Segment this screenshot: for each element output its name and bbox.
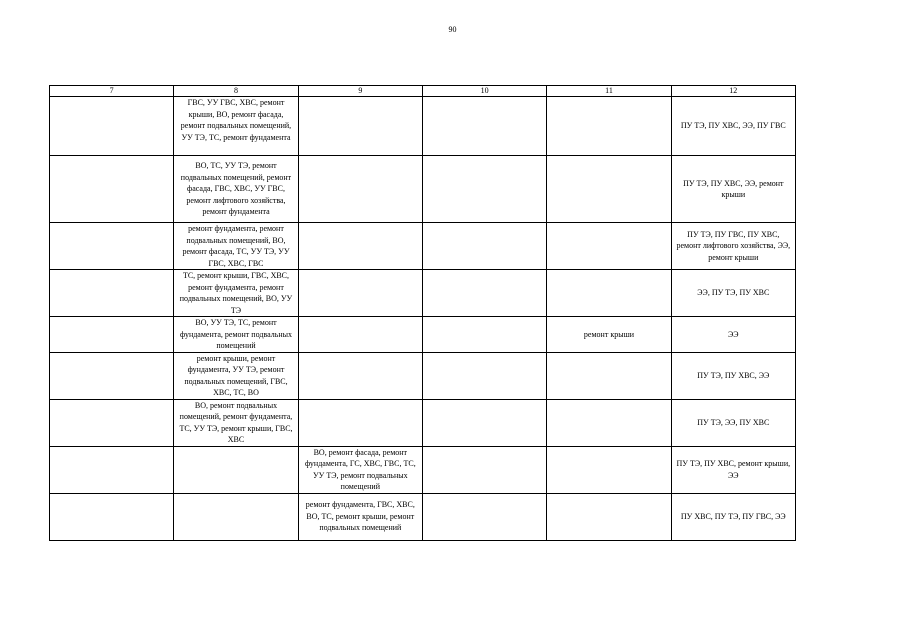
table-cell bbox=[50, 270, 174, 317]
table-cell bbox=[547, 446, 671, 493]
header-row bbox=[50, 86, 796, 97]
table-cell: ремонт фундамента, ГВС, ХВС, ВО, ТС, ремонт крыши, ремонт подвальных помещений bbox=[298, 493, 422, 540]
table-cell bbox=[298, 97, 422, 156]
table-cell: ГВС, УУ ГВС, ХВС, ремонт крыши, ВО, ремонт фасада, ремонт подвальных помещений, УУ ТЭ, ТС, ремонт фундамента bbox=[174, 97, 298, 156]
table-row bbox=[50, 270, 796, 317]
works-table bbox=[49, 85, 796, 541]
table-cell bbox=[547, 270, 671, 317]
table-cell bbox=[422, 493, 546, 540]
table-cell bbox=[422, 399, 546, 446]
table-cell bbox=[50, 446, 174, 493]
table-cell bbox=[422, 446, 546, 493]
table-cell bbox=[547, 223, 671, 270]
table-cell: ЭЭ, ПУ ТЭ, ПУ ХВС bbox=[671, 270, 795, 317]
table-cell: ПУ ТЭ, ПУ ХВС, ЭЭ bbox=[671, 352, 795, 399]
table-cell: ПУ ТЭ, ПУ ХВС, ЭЭ, ремонт крыши bbox=[671, 156, 795, 223]
table-cell bbox=[298, 223, 422, 270]
table-cell: ПУ ХВС, ПУ ТЭ, ПУ ГВС, ЭЭ bbox=[671, 493, 795, 540]
table-cell: ремонт крыши, ремонт фундамента, УУ ТЭ, ремонт подвальных помещений, ГВС, ХВС, ТС, ВО bbox=[174, 352, 298, 399]
table-row bbox=[50, 446, 796, 493]
table-cell: ПУ ТЭ, ПУ ХВС, ЭЭ, ПУ ГВС bbox=[671, 97, 795, 156]
table-cell: ВО, ремонт фасада, ремонт фундамента, ГС, ХВС, ГВС, ТС, УУ ТЭ, ремонт подвальных помещений bbox=[298, 446, 422, 493]
table-cell: ВО, ремонт подвальных помещений, ремонт фундамента, ТС, УУ ТЭ, ремонт крыши, ГВС, ХВС bbox=[174, 399, 298, 446]
table-row bbox=[50, 399, 796, 446]
table-row bbox=[50, 493, 796, 540]
table-cell: ТС, ремонт крыши, ГВС, ХВС, ремонт фундамента, ремонт подвальных помещений, ВО, УУ ТЭ bbox=[174, 270, 298, 317]
table-cell bbox=[422, 156, 546, 223]
table-cell bbox=[422, 223, 546, 270]
table-cell: ремонт крыши bbox=[547, 317, 671, 353]
table-cell bbox=[547, 493, 671, 540]
table-cell: ПУ ТЭ, ПУ ХВС, ремонт крыши, ЭЭ bbox=[671, 446, 795, 493]
table-cell bbox=[422, 317, 546, 353]
table-cell bbox=[50, 493, 174, 540]
table-cell bbox=[174, 446, 298, 493]
table-cell bbox=[298, 352, 422, 399]
table-cell bbox=[298, 270, 422, 317]
table-cell bbox=[422, 352, 546, 399]
table-cell bbox=[50, 317, 174, 353]
table-cell bbox=[547, 156, 671, 223]
table-row bbox=[50, 97, 796, 156]
table-cell bbox=[547, 399, 671, 446]
table-cell bbox=[298, 317, 422, 353]
table-cell bbox=[547, 97, 671, 156]
table-cell: ВО, УУ ТЭ, ТС, ремонт фундамента, ремонт подвальных помещений bbox=[174, 317, 298, 353]
table-row bbox=[50, 317, 796, 353]
table-row bbox=[50, 156, 796, 223]
table-cell bbox=[50, 223, 174, 270]
table-cell bbox=[422, 270, 546, 317]
table-cell bbox=[298, 399, 422, 446]
table-cell bbox=[422, 97, 546, 156]
table-cell bbox=[50, 352, 174, 399]
table-row bbox=[50, 223, 796, 270]
page-number: 90 bbox=[448, 25, 457, 34]
table-cell bbox=[298, 156, 422, 223]
table-cell bbox=[547, 352, 671, 399]
table-cell: ремонт фундамента, ремонт подвальных помещений, ВО, ремонт фасада, ТС, УУ ТЭ, УУ ГВС, ХВС, ГВС bbox=[174, 223, 298, 270]
column-header-11: 11 bbox=[547, 86, 671, 97]
column-header-7: 7 bbox=[50, 86, 174, 97]
table-cell: ПУ ТЭ, ПУ ГВС, ПУ ХВС, ремонт лифтового хозяйства, ЭЭ, ремонт крыши bbox=[671, 223, 795, 270]
table-cell: ПУ ТЭ, ЭЭ, ПУ ХВС bbox=[671, 399, 795, 446]
column-header-10: 10 bbox=[422, 86, 546, 97]
column-header-12: 12 bbox=[671, 86, 795, 97]
table-cell: ВО, ТС, УУ ТЭ, ремонт подвальных помещений, ремонт фасада, ГВС, ХВС, УУ ГВС, ремонт лифтового хозяйства, ремонт фундамента bbox=[174, 156, 298, 223]
table-row bbox=[50, 352, 796, 399]
table-cell bbox=[174, 493, 298, 540]
column-header-9: 9 bbox=[298, 86, 422, 97]
table-cell: ЭЭ bbox=[671, 317, 795, 353]
table-cell bbox=[50, 156, 174, 223]
table-cell bbox=[50, 399, 174, 446]
column-header-8: 8 bbox=[174, 86, 298, 97]
table-cell bbox=[50, 97, 174, 156]
